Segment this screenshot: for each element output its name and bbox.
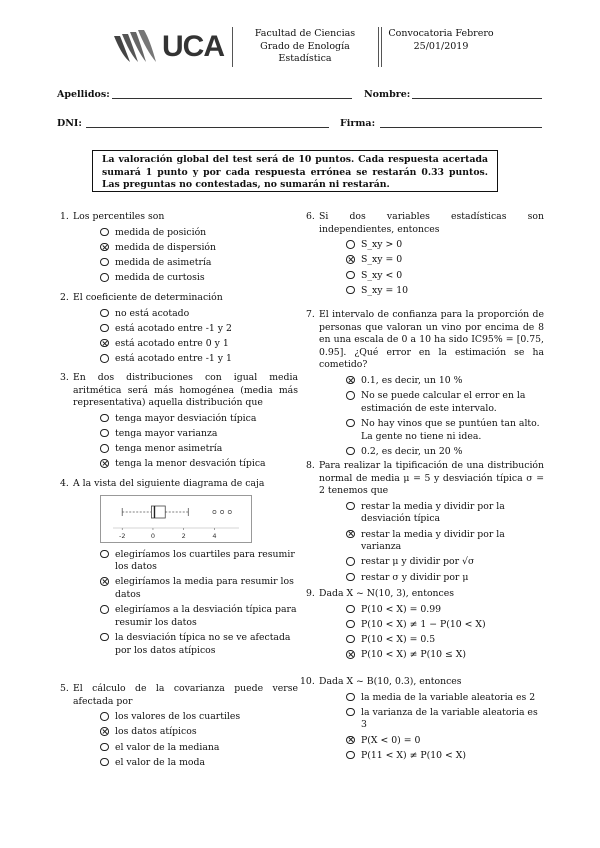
radio-icon[interactable]	[346, 557, 355, 566]
option-text: medida de dispersión	[115, 241, 217, 253]
answer-option[interactable]	[306, 556, 544, 569]
question-stem: Dada X ~ N(10, 3), entonces	[319, 588, 455, 599]
radio-icon[interactable]	[346, 693, 355, 702]
radio-icon[interactable]	[100, 605, 109, 614]
radio-icon[interactable]	[100, 550, 109, 559]
firma-label: Firma:	[340, 118, 376, 129]
option-text: restar σ y dividir por μ	[361, 571, 469, 583]
answer-option[interactable]	[306, 529, 544, 554]
option-text: P(11 < X) ≠ P(10 < X)	[361, 749, 467, 761]
answer-option[interactable]	[306, 270, 544, 283]
radio-icon[interactable]	[100, 354, 109, 363]
option-text: la desviación típica no se ve afectada por los datos atípicos	[115, 631, 291, 656]
answer-option[interactable]	[60, 323, 298, 336]
answer-option[interactable]	[306, 692, 544, 705]
answer-option[interactable]	[306, 501, 544, 526]
answer-option[interactable]	[306, 390, 544, 415]
question-number: 4.	[60, 478, 69, 489]
question-5	[60, 683, 298, 772]
answer-option[interactable]	[306, 375, 544, 388]
iqr-box	[151, 506, 165, 518]
option-text: tenga mayor desviación típica	[115, 412, 257, 424]
answer-option[interactable]	[306, 446, 544, 459]
answer-option[interactable]	[306, 239, 544, 252]
question-stem: Para realizar la tipificación de una distribución normal de media μ = 5 y desviación típica σ = 2 tenemos que	[319, 460, 544, 497]
outlier-point	[213, 510, 216, 513]
question-number: 10.	[300, 676, 315, 687]
answer-option[interactable]	[60, 272, 298, 285]
radio-icon[interactable]	[100, 758, 109, 767]
answer-option[interactable]	[306, 604, 544, 617]
answer-option[interactable]	[60, 549, 298, 574]
option-text: P(10 < X) ≠ 1 − P(10 < X)	[361, 618, 486, 630]
answer-option[interactable]	[60, 443, 298, 456]
option-text: medida de posición	[115, 226, 207, 238]
firma-field[interactable]	[380, 127, 542, 128]
question-6	[306, 211, 544, 300]
radio-icon[interactable]	[100, 273, 109, 282]
radio-icon[interactable]	[100, 429, 109, 438]
option-text: restar μ y dividir por √σ	[361, 556, 475, 568]
option-text: el valor de la mediana	[115, 741, 220, 753]
dni-field[interactable]	[86, 127, 329, 128]
radio-icon[interactable]	[346, 708, 355, 717]
subject-name: Estadística	[278, 53, 332, 64]
option-text: restar la media y dividir por la desviación típica	[361, 500, 505, 525]
radio-icon[interactable]	[100, 633, 109, 642]
option-text: 0.1, es decir, un 10 %	[361, 374, 463, 386]
answer-option[interactable]	[306, 619, 544, 632]
answer-option[interactable]	[60, 742, 298, 755]
marked-radio-icon[interactable]	[346, 255, 355, 264]
option-text: la media de la variable aleatoria es 2	[361, 691, 536, 703]
option-text: restar la media y dividir por la varianza	[361, 528, 505, 553]
question-number: 2.	[60, 292, 69, 303]
option-text: medida de curtosis	[115, 272, 205, 284]
option-text: los valores de los cuartiles	[115, 711, 241, 723]
answer-option[interactable]	[60, 604, 298, 629]
logo-text: UCA	[162, 30, 224, 63]
dni-label: DNI:	[57, 118, 82, 129]
option-text: S_xy = 0	[361, 254, 403, 266]
marked-radio-icon[interactable]	[100, 243, 109, 252]
option-text: P(10 < X) ≠ P(10 ≤ X)	[361, 649, 467, 661]
radio-icon[interactable]	[346, 620, 355, 629]
faculty-name: Facultad de Ciencias	[254, 28, 356, 39]
question-stem: Los percentiles son	[73, 211, 165, 222]
x-axis-tick-label: -2	[118, 531, 126, 540]
radio-icon[interactable]	[346, 419, 355, 428]
answer-option[interactable]	[306, 572, 544, 585]
option-text: no está acotado	[115, 307, 190, 319]
marked-radio-icon[interactable]	[100, 339, 109, 348]
question-stem: Si dos variables estadísticas son independientes, entonces	[319, 211, 544, 235]
option-text: 0.2, es decir, un 20 %	[361, 445, 463, 457]
marked-radio-icon[interactable]	[346, 650, 355, 659]
radio-icon[interactable]	[346, 751, 355, 760]
option-text: medida de asimetría	[115, 256, 212, 268]
question-9	[306, 588, 544, 664]
question-stem: A la vista del siguiente diagrama de caja	[73, 478, 265, 489]
radio-icon[interactable]	[346, 502, 355, 511]
option-text: la varianza de la variable aleatoria es 3	[361, 706, 538, 731]
radio-icon[interactable]	[100, 444, 109, 453]
question-stem: Dada X ~ B(10, 0.3), entonces	[319, 676, 462, 687]
answer-option[interactable]	[60, 576, 298, 601]
answer-option[interactable]	[60, 353, 298, 366]
answer-option[interactable]	[60, 308, 298, 321]
exam-session: Convocatoria Febrero	[388, 28, 494, 39]
radio-icon[interactable]	[346, 240, 355, 249]
question-number: 7.	[306, 309, 315, 320]
answer-option[interactable]	[60, 242, 298, 255]
header-divider	[232, 27, 233, 67]
university-logo	[112, 26, 224, 66]
x-axis-tick-label: 0	[150, 531, 156, 540]
option-text: elegiríamos la media para resumir los datos	[115, 576, 294, 600]
answer-option[interactable]	[306, 649, 544, 662]
box-plot-chart	[101, 496, 251, 542]
answer-option[interactable]	[306, 735, 544, 748]
option-text: elegiríamos a la desviación típica para resumir los datos	[115, 604, 297, 628]
radio-icon[interactable]	[346, 271, 355, 280]
option-text: el valor de la moda	[115, 756, 205, 768]
radio-icon[interactable]	[346, 605, 355, 614]
radio-icon[interactable]	[100, 324, 109, 333]
radio-icon[interactable]	[100, 712, 109, 721]
question-number: 8.	[306, 460, 315, 471]
answer-option[interactable]	[60, 458, 298, 471]
radio-icon[interactable]	[100, 228, 109, 237]
marked-radio-icon[interactable]	[346, 376, 355, 385]
option-text: S_xy = 10	[361, 284, 409, 296]
question-stem: El intervalo de confianza para la proporción de personas que valoran un vino por encima de 8 en una escala de 0 a 10 ha sido IC95% = [0.75, 0.95]. ¿Qué error en la estimación se ha cometido?	[319, 309, 544, 371]
question-stem: El cálculo de la covarianza puede verse afectada por	[73, 683, 298, 707]
header-center	[240, 28, 370, 66]
answer-option[interactable]	[306, 634, 544, 647]
header-divider	[378, 27, 379, 67]
answer-option[interactable]	[60, 726, 298, 739]
question-8	[306, 460, 544, 587]
option-text: No se puede calcular el error en la estimación de este intervalo.	[361, 390, 526, 414]
apellidos-label: Apellidos:	[57, 89, 110, 100]
question-stem: El coeficiente de determinación	[73, 292, 223, 303]
answer-option[interactable]	[60, 428, 298, 441]
logo-wave-icon	[112, 26, 162, 66]
radio-icon[interactable]	[100, 743, 109, 752]
question-7	[306, 309, 544, 461]
option-text: P(10 < X) = 0.99	[361, 603, 442, 615]
nombre-field[interactable]	[412, 98, 542, 99]
radio-icon[interactable]	[100, 309, 109, 318]
answer-option[interactable]	[306, 418, 544, 443]
outlier-point	[228, 510, 231, 513]
answer-option[interactable]	[306, 707, 544, 732]
question-2	[60, 292, 298, 368]
option-text: tenga la menor desvación típica	[115, 458, 266, 470]
marked-radio-icon[interactable]	[346, 530, 355, 539]
question-1	[60, 211, 298, 287]
question-number: 6.	[306, 211, 315, 222]
option-text: S_xy < 0	[361, 269, 403, 281]
question-3	[60, 372, 298, 474]
option-text: tenga menor asimetría	[115, 443, 223, 455]
marked-radio-icon[interactable]	[100, 459, 109, 468]
x-axis-tick-label: 4	[212, 531, 217, 540]
question-number: 5.	[60, 683, 69, 694]
outlier-point	[220, 510, 223, 513]
question-number: 3.	[60, 372, 69, 383]
degree-name: Grado de Enología	[260, 40, 350, 52]
option-text: tenga mayor varianza	[115, 427, 218, 439]
question-number: 1.	[60, 211, 69, 222]
nombre-label: Nombre:	[364, 89, 411, 100]
option-text: los datos atípicos	[115, 726, 197, 738]
radio-icon[interactable]	[346, 286, 355, 295]
question-4	[60, 478, 298, 660]
marked-radio-icon[interactable]	[346, 736, 355, 745]
marked-radio-icon[interactable]	[100, 577, 109, 586]
apellidos-field[interactable]	[112, 98, 352, 99]
answer-option[interactable]	[60, 338, 298, 351]
option-text: S_xy > 0	[361, 239, 403, 251]
option-text: No hay vinos que se puntúen tan alto. La gente no tiene ni idea.	[361, 417, 540, 442]
radio-icon[interactable]	[346, 635, 355, 644]
option-text: está acotado entre -1 y 2	[115, 322, 232, 334]
answer-option[interactable]	[60, 711, 298, 724]
radio-icon[interactable]	[100, 258, 109, 267]
x-axis-tick-label: 2	[181, 531, 186, 540]
answer-option[interactable]	[306, 750, 544, 763]
answer-option[interactable]	[60, 757, 298, 770]
answer-option[interactable]	[306, 254, 544, 267]
question-number: 9.	[306, 588, 315, 599]
question-10	[300, 676, 544, 765]
radio-icon[interactable]	[100, 414, 109, 423]
radio-icon[interactable]	[346, 573, 355, 582]
option-text: P(X < 0) = 0	[361, 734, 421, 746]
option-text: está acotado entre -1 y 1	[115, 353, 232, 365]
header-divider	[381, 27, 382, 67]
answer-option[interactable]	[306, 285, 544, 298]
option-text: elegiríamos los cuartiles para resumir los datos	[115, 548, 295, 573]
question-stem: En dos distribuciones con igual media aritmética será más homogénea (media más representativa) aquella distribución que	[73, 372, 298, 409]
option-text: está acotado entre 0 y 1	[115, 337, 229, 349]
marked-radio-icon[interactable]	[100, 727, 109, 736]
box-plot	[100, 495, 252, 543]
option-text: P(10 < X) = 0.5	[361, 633, 436, 645]
grading-notice: La valoración global del test será de 10 puntos. Cada respuesta acertada sumará 1 punto y por cada respuesta errónea se restarán 0.33 puntos. Las preguntas no contestadas, no sumarán ni restarán.	[92, 150, 498, 192]
answer-option[interactable]	[60, 227, 298, 240]
answer-option[interactable]	[60, 632, 298, 657]
radio-icon[interactable]	[346, 447, 355, 456]
answer-option[interactable]	[60, 257, 298, 270]
radio-icon[interactable]	[346, 391, 355, 400]
header-right	[386, 28, 496, 53]
answer-option[interactable]	[60, 413, 298, 426]
exam-date: 25/01/2019	[413, 40, 469, 52]
